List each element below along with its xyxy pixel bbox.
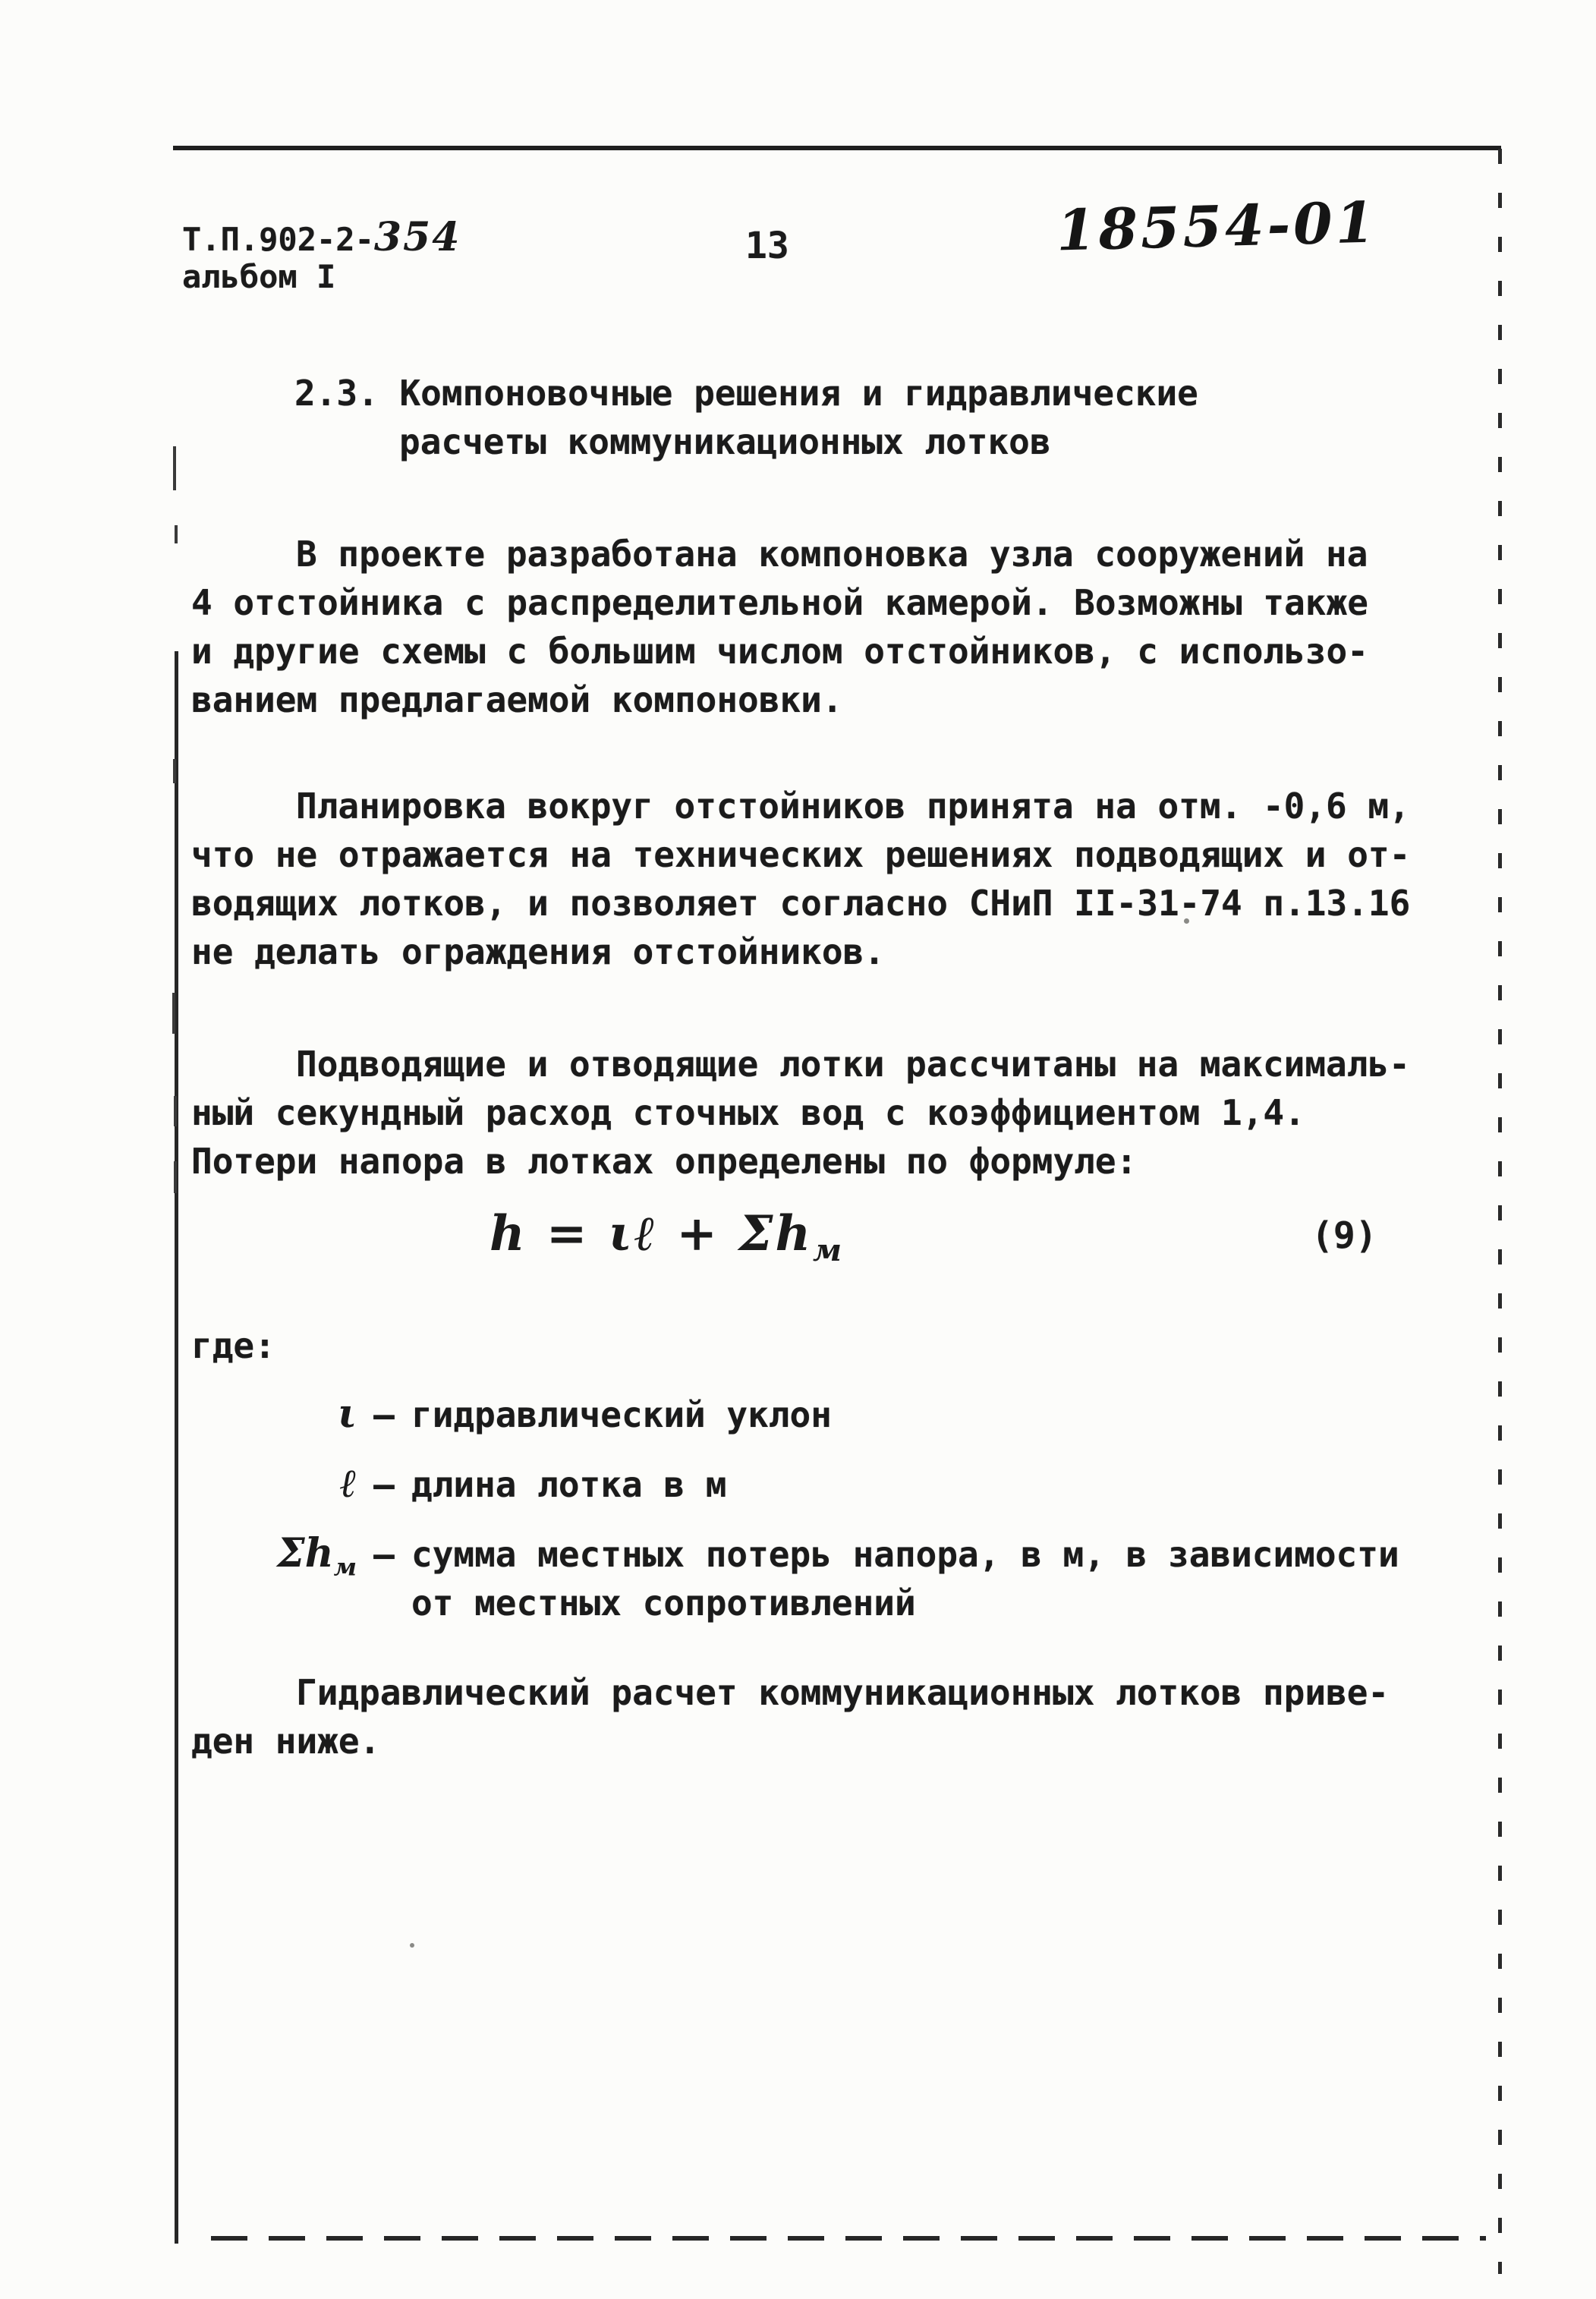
paragraph-line: Планировка вокруг отстойников принята на отм. -0,6 м, [296, 786, 1410, 827]
paragraph-closing [191, 1668, 1389, 1765]
handwritten-stamp: 18554-01 [1055, 190, 1379, 264]
definition-dash: — [373, 1534, 395, 1575]
paragraph-line: водящих лотков, и позволяет согласно СНиП II-31-74 п.13.16 [191, 883, 1411, 924]
page-number: 13 [745, 225, 789, 267]
definition-symbol-main: Σh [277, 1530, 334, 1576]
definition-hydraulic-slope [197, 1390, 832, 1439]
definition-dash: — [373, 1394, 395, 1435]
paragraph-line: ванием предлагаемой компоновки. [191, 679, 843, 720]
formula-subscript: м [813, 1232, 845, 1268]
paragraph-layout [191, 782, 1410, 976]
section-heading [294, 369, 1198, 466]
definition-text: длина лотка в м [411, 1464, 727, 1505]
left-border-line [175, 651, 178, 2244]
definition-text-line2: от местных сопротивлений [411, 1583, 916, 1623]
paragraph-line: не делать ограждения отстойников. [191, 931, 885, 972]
formula-head-loss [490, 1205, 844, 1268]
definition-symbol [197, 1530, 357, 1581]
paragraph-line: 4 отстойника с распределительной камерой. Возможны также [191, 582, 1368, 623]
definition-text-line1: сумма местных потерь напора, в м, в зависимости [411, 1534, 1399, 1575]
paragraph-line: ден ниже. [191, 1721, 381, 1762]
right-border-dashed-line [1498, 149, 1502, 2274]
paragraph-line: Подводящие и отводящие лотки рассчитаны на максималь- [296, 1044, 1410, 1085]
definition-channel-length [197, 1460, 726, 1509]
formula-number: (9) [1311, 1214, 1377, 1257]
paragraph-line: и другие схемы с большим числом отстойников, с использо- [191, 631, 1368, 672]
left-margin-tick [175, 525, 178, 543]
bottom-border-dashed-line [211, 2236, 1486, 2241]
definition-symbol-subscript: м [333, 1552, 357, 1582]
definition-text: гидравлический уклон [411, 1394, 832, 1435]
left-margin-tick [173, 446, 176, 490]
paragraph-compose [191, 530, 1368, 724]
document-number [182, 214, 461, 260]
document-number-typed: Т.П.902-2- [182, 221, 374, 258]
left-margin-tick [174, 1161, 177, 1193]
where-label: где: [191, 1325, 275, 1366]
definition-symbol: ι [337, 1390, 357, 1437]
paragraph-line: Гидравлический расчет коммуникационных лотков приве- [296, 1672, 1390, 1713]
paragraph-line: что не отражается на технических решениях подводящих и от- [191, 834, 1411, 875]
paragraph-line: ный секундный расход сточных вод с коэффициентом 1,4. [191, 1092, 1305, 1133]
album-label: альбом I [182, 258, 336, 295]
formula-expression: h = ιℓ + Σh [490, 1205, 813, 1262]
definition-local-losses [197, 1530, 1399, 1627]
left-margin-tick [173, 759, 176, 783]
section-heading-line1: 2.3. Компоновочные решения и гидравлические [294, 373, 1198, 414]
top-border-line [173, 146, 1501, 150]
definition-symbol: ℓ [339, 1460, 357, 1507]
scan-artifact [410, 1943, 414, 1948]
left-margin-tick [174, 1096, 177, 1126]
paragraph-line: В проекте разработана компоновка узла сооружений на [296, 534, 1368, 575]
document-number-handwritten: 354 [373, 214, 461, 260]
section-heading-line2: расчеты коммуникационных лотков [399, 421, 1051, 462]
paragraph-line: Потери напора в лотках определены по формуле: [191, 1141, 1138, 1182]
paragraph-flow [191, 1040, 1410, 1186]
left-margin-tick [172, 993, 175, 1034]
definition-text [411, 1530, 1399, 1627]
definition-dash: — [373, 1464, 395, 1505]
